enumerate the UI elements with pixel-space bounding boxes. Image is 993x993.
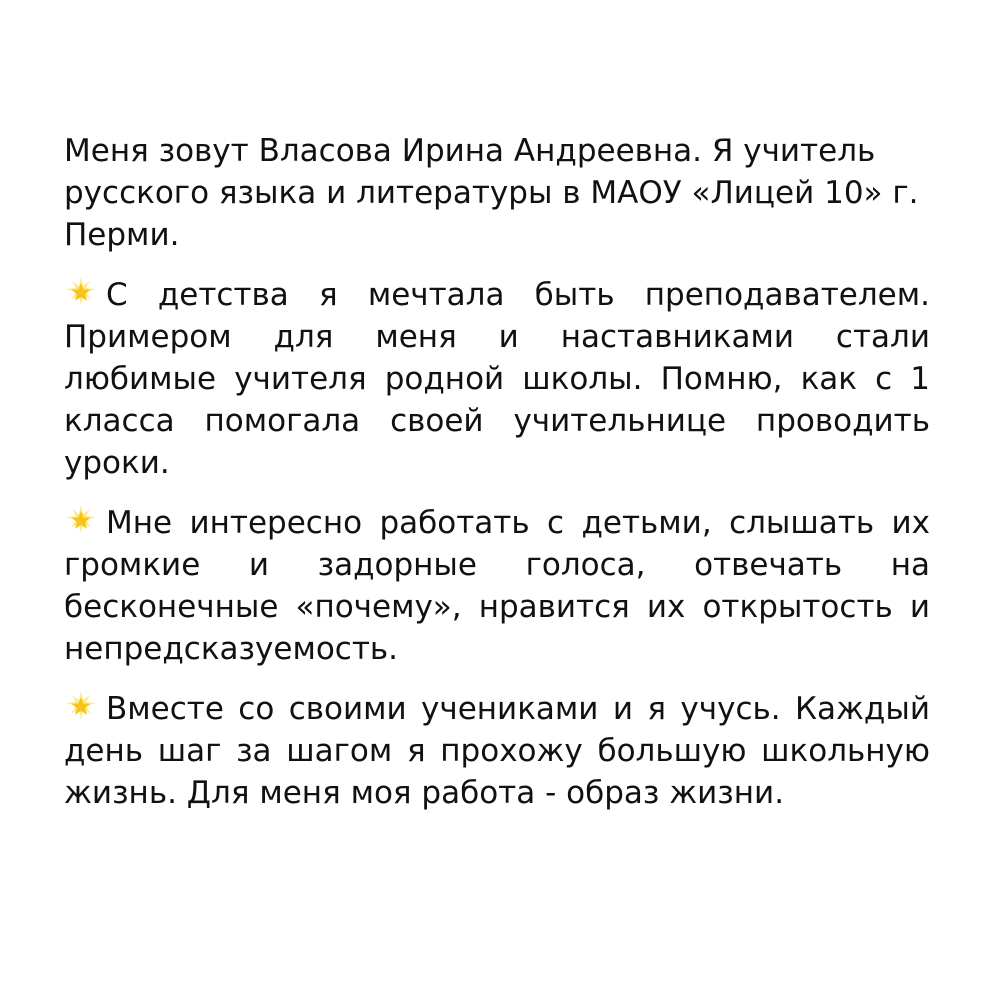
- glowing-star-icon: [64, 690, 98, 722]
- bio-text: [64, 130, 930, 832]
- paragraph-work-with-children: [64, 502, 930, 670]
- paragraph-childhood: [64, 274, 930, 484]
- paragraph-text: Мне интересно работать с детьми, слышать их громкие и задорные голоса, отвечать на бесконечные «почему», нравится их открытость и непредсказуемость.: [64, 505, 930, 667]
- intro-paragraph: Меня зовут Власова Ирина Андреевна. Я учитель русского языка и литературы в МАОУ «Лицей 10» г. Перми.: [64, 133, 919, 253]
- paragraph-learning: [64, 688, 930, 814]
- paragraph-text: С детства я мечтала быть преподавателем. Примером для меня и наставниками стали любимые учителя родной школы. Помню, как с 1 класса помогала своей учительнице проводить уроки.: [64, 277, 930, 481]
- glowing-star-icon: [64, 504, 98, 536]
- paragraph-text: Вместе со своими учениками и я учусь. Каждый день шаг за шагом я прохожу большую школьную жизнь. Для меня моя работа - образ жизни.: [64, 691, 930, 811]
- glowing-star-icon: [64, 276, 98, 308]
